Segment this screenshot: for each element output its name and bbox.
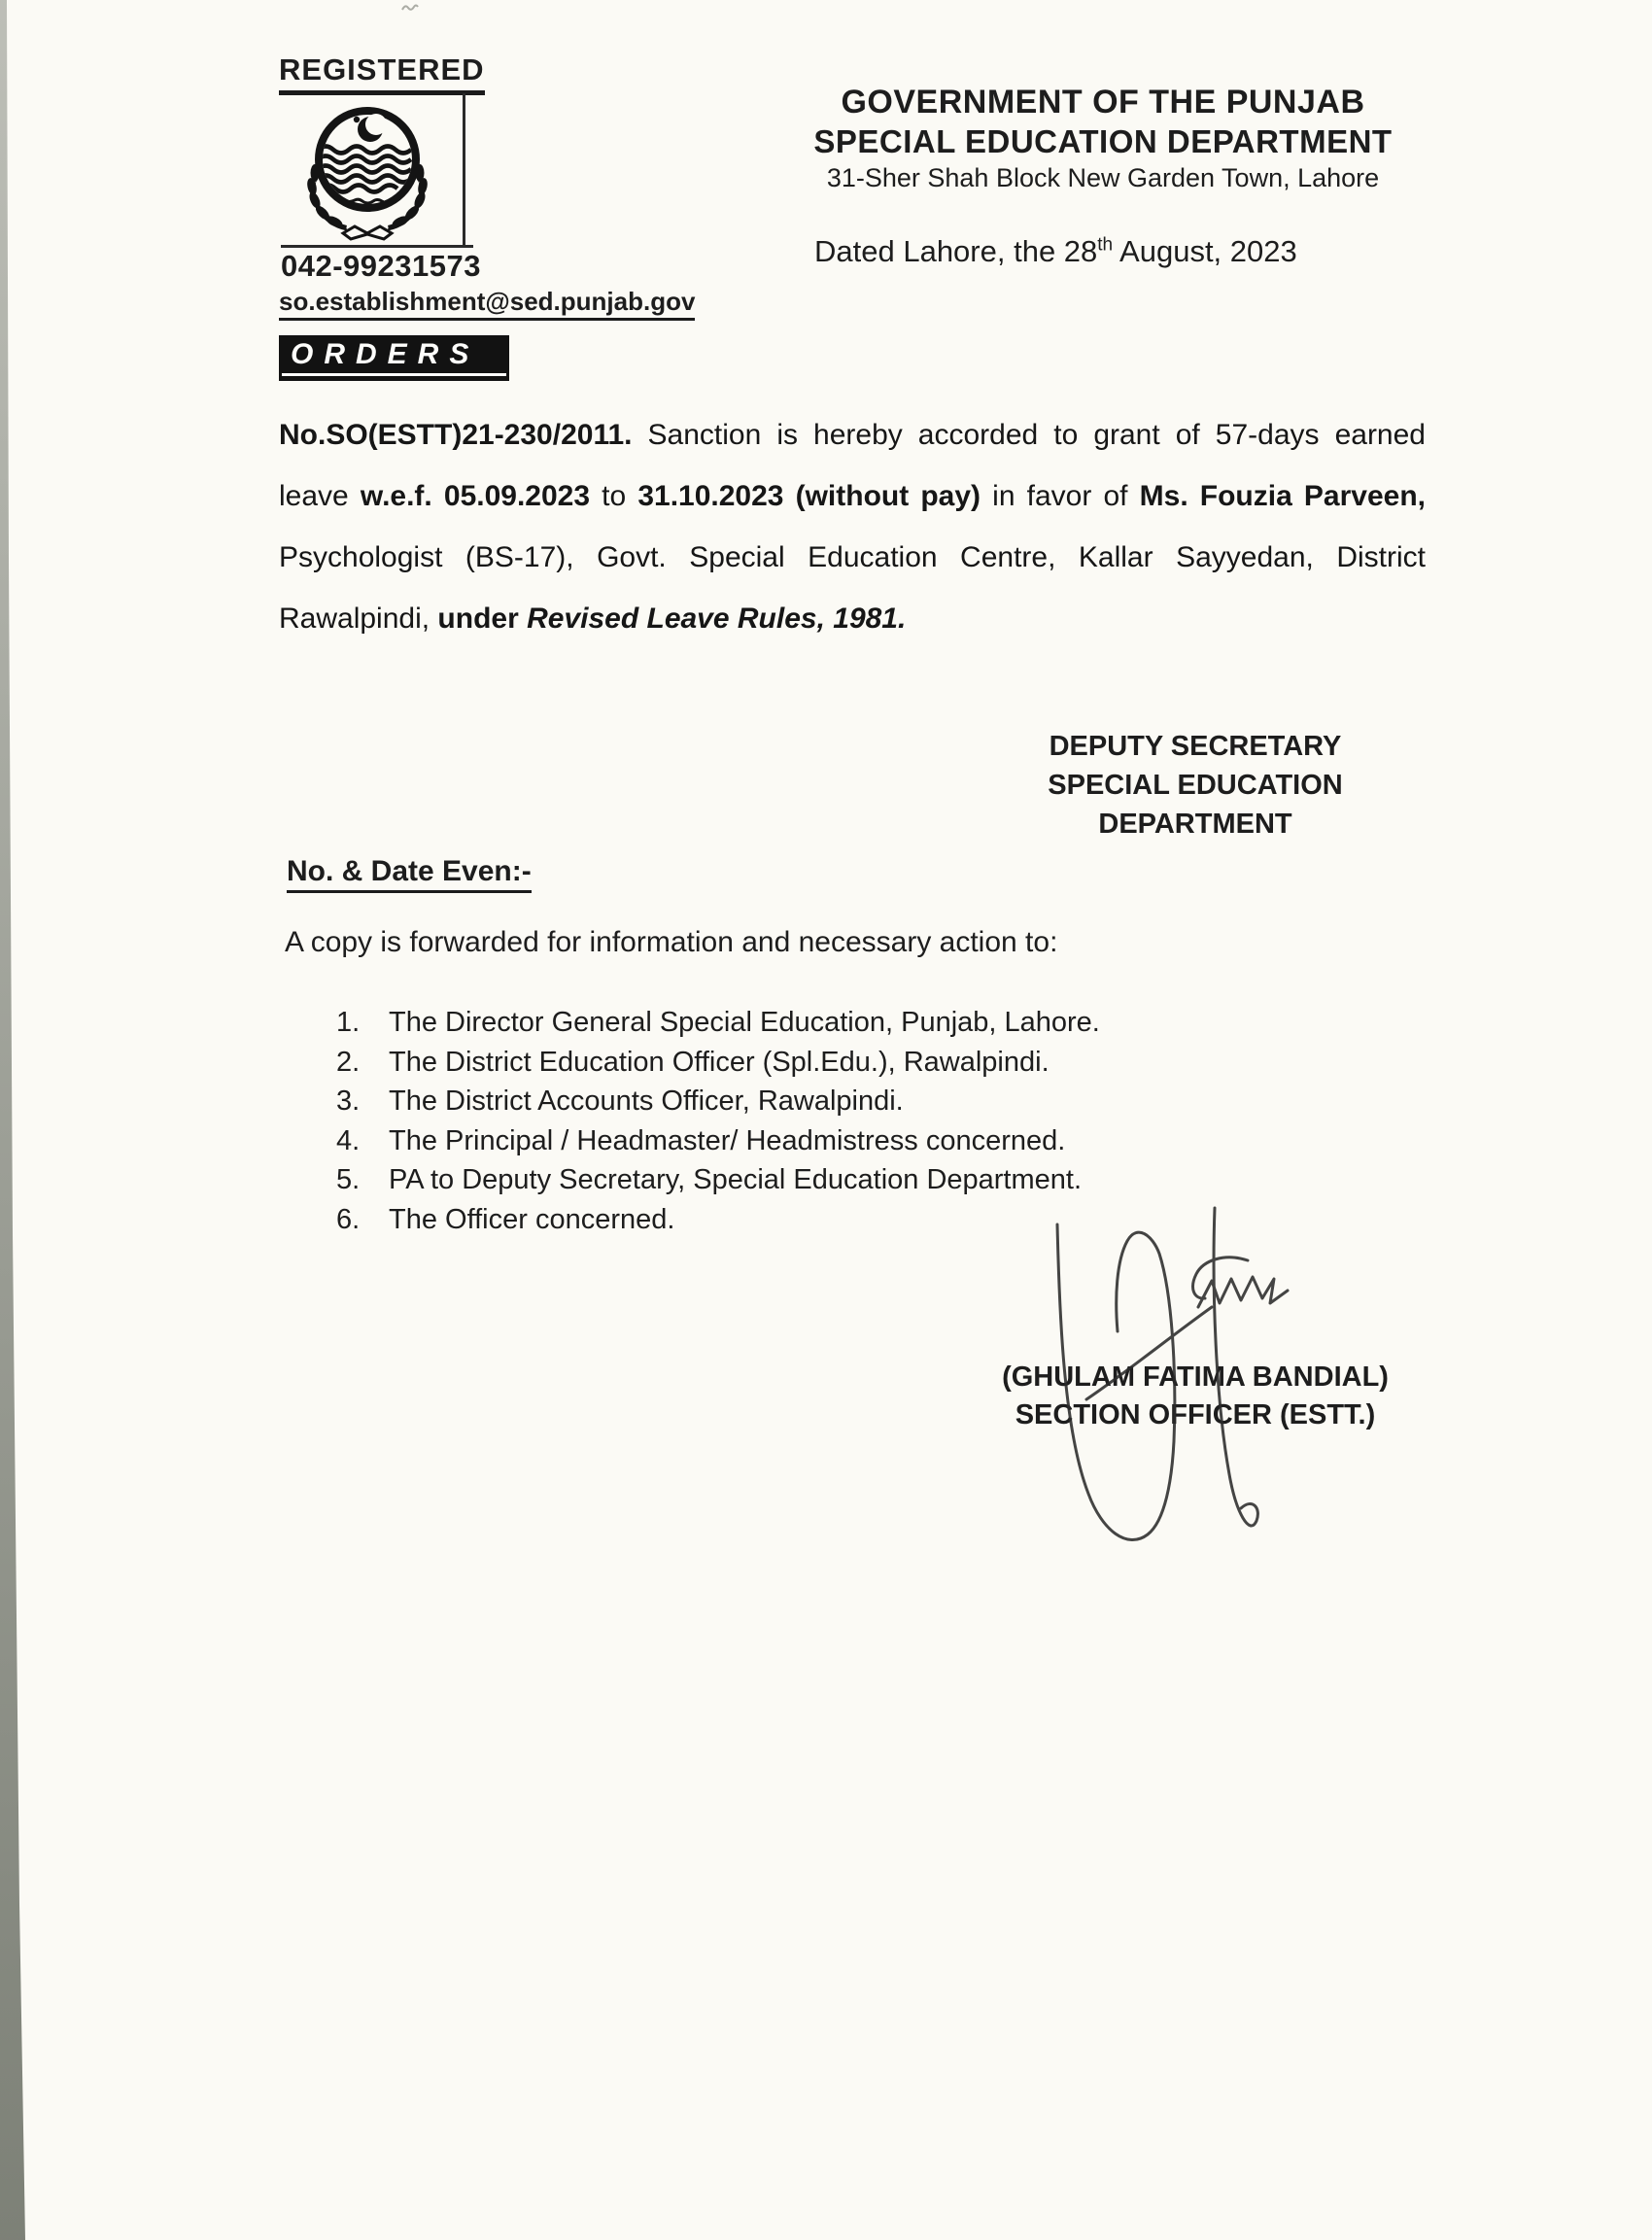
date-suffix: August, 2023 [1113,234,1297,268]
date-line [814,234,1297,269]
government-title: GOVERNMENT OF THE PUNJAB [841,84,1365,121]
leave-start-date: w.e.f. 05.09.2023 [360,480,591,512]
list-item [336,1082,1100,1121]
phone-number: 042-99231573 [281,249,481,283]
number-and-date-label: No. & Date Even:- [287,855,532,893]
list-item [336,1121,1100,1161]
date-ordinal: th [1097,234,1114,256]
copy-forwarded-line: A copy is forwarded for information and necessary action to: [285,926,1058,958]
order-text: to [590,480,638,512]
reference-number: No.SO(ESTT)21-230/2011. [279,419,633,451]
scan-speck [400,2,420,14]
list-item [336,1003,1100,1043]
department-header [768,84,1438,193]
registered-stamp: REGISTERED [279,52,485,95]
list-text: The District Education Officer (Spl.Edu.), Rawalpindi. [389,1046,1050,1078]
signatory-designation [991,727,1399,844]
department-address: 31-Sher Shah Block New Garden Town, Lahore [826,163,1380,192]
order-body-line-4 [279,588,1426,649]
department-title: SPECIAL EDUCATION DEPARTMENT [813,123,1393,159]
list-item [336,1160,1100,1200]
order-body-line-1 [279,404,1426,465]
list-number: 4. [336,1124,361,1156]
officer-name: Ms. Fouzia Parveen, [1139,480,1426,512]
order-body-line-3 [279,527,1426,588]
signatory-name: (GHULAM FATIMA BANDIAL) [1002,1361,1389,1393]
order-body-paragraph [279,404,1426,649]
orders-heading: ORDERS [279,335,509,381]
date-prefix: Dated Lahore, the 28 [814,234,1098,268]
order-text: Sanction is hereby accorded to grant of 57-days earned [632,419,1426,451]
list-item [336,1043,1100,1083]
order-text: under [437,603,528,635]
handwritten-signature [972,1200,1341,1569]
order-text: Rawalpindi, [279,603,438,635]
signatory-line-1: DEPUTY SECRETARY [1049,731,1342,762]
signatory-line-2: SPECIAL EDUCATION [1048,770,1343,801]
scan-edge-shadow [0,0,25,2240]
email-address: so.establishment@sed.punjab.gov [279,287,695,321]
list-text: The Director General Special Education, Punjab, Lahore. [389,1007,1100,1038]
signatory-title: SECTION OFFICER (ESTT.) [1015,1399,1376,1430]
leave-rules-reference: Revised Leave Rules, 1981. [527,603,907,635]
list-number: 6. [336,1203,361,1235]
list-number: 2. [336,1046,361,1078]
list-text: The Principal / Headmaster/ Headmistress concerned. [389,1124,1066,1156]
list-text: The District Accounts Officer, Rawalpindi. [389,1086,904,1117]
order-text: Psychologist (BS-17), Govt. Special Education Centre, Kallar Sayyedan, District [279,541,1426,573]
list-number: 3. [336,1086,361,1117]
order-body-line-2 [279,465,1426,527]
signatory-line-3: DEPARTMENT [1098,809,1292,840]
punjab-government-crest-logo [285,99,450,245]
stamp-vertical-line [463,93,465,247]
stamp-horizontal-line [281,245,473,248]
list-text: PA to Deputy Secretary, Special Education Department. [389,1164,1083,1195]
leave-end-date: 31.10.2023 (without pay) [637,480,981,512]
order-text: leave [279,480,361,512]
order-text: in favor of [981,480,1140,512]
list-number: 5. [336,1164,361,1195]
list-text: The Officer concerned. [389,1203,675,1235]
list-number: 1. [336,1007,361,1038]
